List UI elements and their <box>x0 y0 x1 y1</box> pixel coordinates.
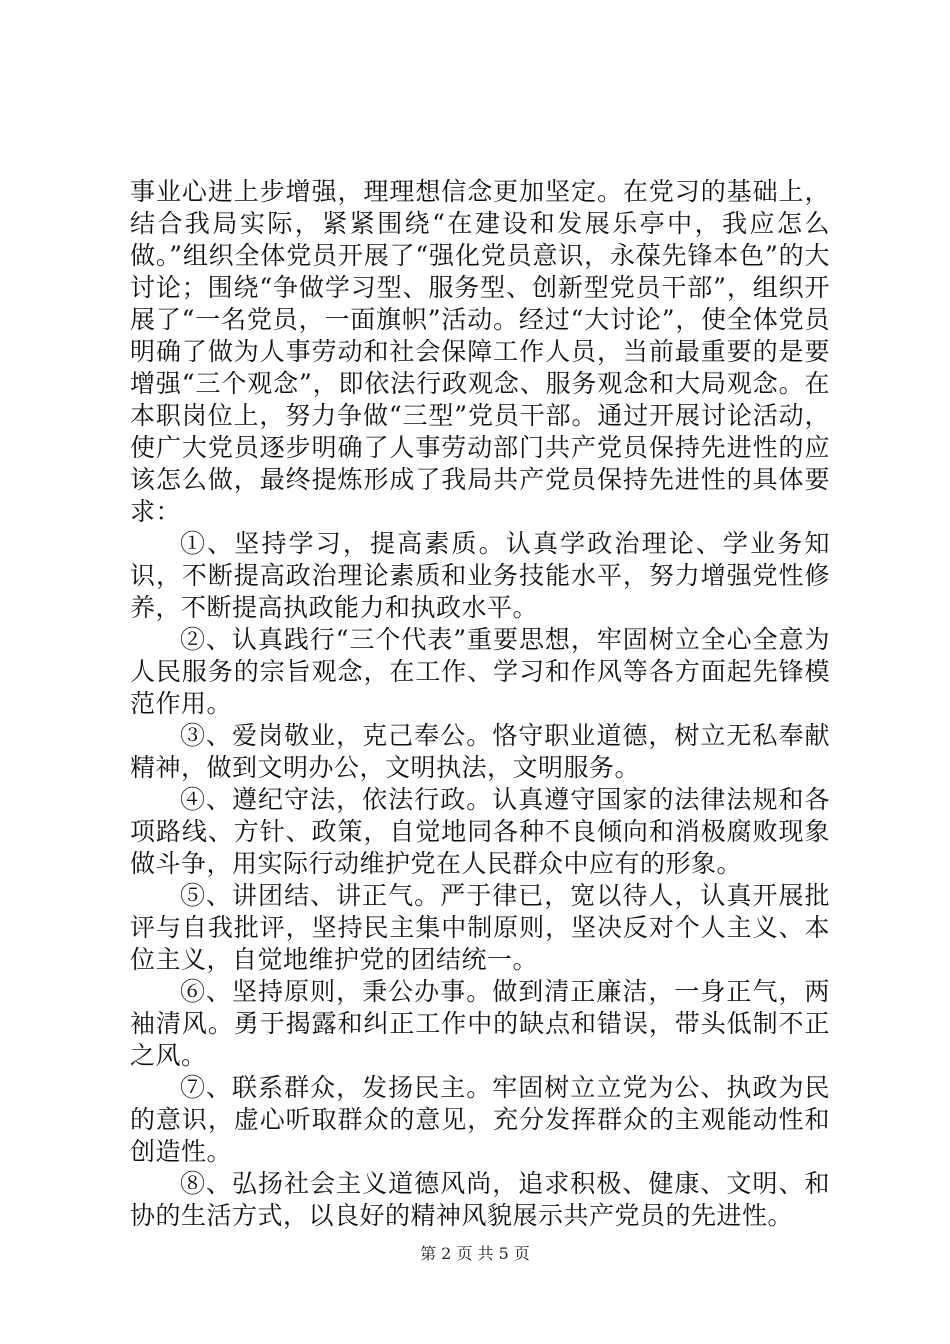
paragraph-item-2: ②、认真践行“三个代表”重要思想，牢固树立全心全意为人民服务的宗旨观念，在工作、学习和作风等各方面起先锋模范作用。 <box>130 625 830 718</box>
paragraph-item-4: ④、遵纪守法，依法行政。认真遵守国家的法律法规和各项路线、方针、政策，自觉地同各种不良倾向和消极腐败现象做斗争，用实际行动维护党在人民群众中应有的形象。 <box>130 785 830 878</box>
paragraph-item-8: ⑧、弘扬社会主义道德风尚，追求积极、健康、文明、和协的生活方式，以良好的精神风貌展示共产党员的先进性。 <box>130 1169 830 1230</box>
paragraph-item-3: ③、爱岗敬业，克己奉公。恪守职业道德，树立无私奉献精神，做到文明办公，文明执法，文明服务。 <box>130 721 830 782</box>
paragraph-intro: 事业心进上步增强，理理想信念更加坚定。在党习的基础上，结合我局实际，紧紧围绕“在建设和发展乐亭中，我应怎么做。”组织全体党员开展了“强化党员意识，永葆先锋本色”的大讨论；围绕“争做学习型、服务型、创新型党员干部”，组织开展了“一名党员，一面旗帜”活动。经过“大讨论”，使全体党员明确了做为人事劳动和社会保障工作人员，当前最重要的是要增强“三个观念”，即依法行政观念、服务观念和大局观念。在本职岗位上，努力争做“三型”党员干部。通过开展讨论活动，使广大党员逐步明确了人事劳动部门共产党员保持先进性的应该怎么做，最终提炼形成了我局共产党员保持先进性的具体要求： <box>130 177 830 526</box>
paragraph-item-6: ⑥、坚持原则，秉公办事。做到清正廉洁，一身正气，两袖清风。勇于揭露和纠正工作中的缺点和错误，带头低制不正之风。 <box>130 977 830 1070</box>
paragraph-item-7: ⑦、联系群众，发扬民主。牢固树立立党为公、执政为民的意识，虚心听取群众的意见，充分发挥群众的主观能动性和创造性。 <box>130 1073 830 1166</box>
document-body <box>130 176 830 1232</box>
page-number-footer: 第 2 页 共 5 页 <box>420 1244 530 1263</box>
paragraph-item-5: ⑤、讲团结、讲正气。严于律已，宽以待人，认真开展批评与自我批评，坚持民主集中制原则，坚决反对个人主义、本位主义，自觉地维护党的团结统一。 <box>130 881 830 974</box>
paragraph-item-1: ①、坚持学习，提高素质。认真学政治理论、学业务知识，不断提高政治理论素质和业务技能水平，努力增强党性修养，不断提高执政能力和执政水平。 <box>130 529 830 622</box>
